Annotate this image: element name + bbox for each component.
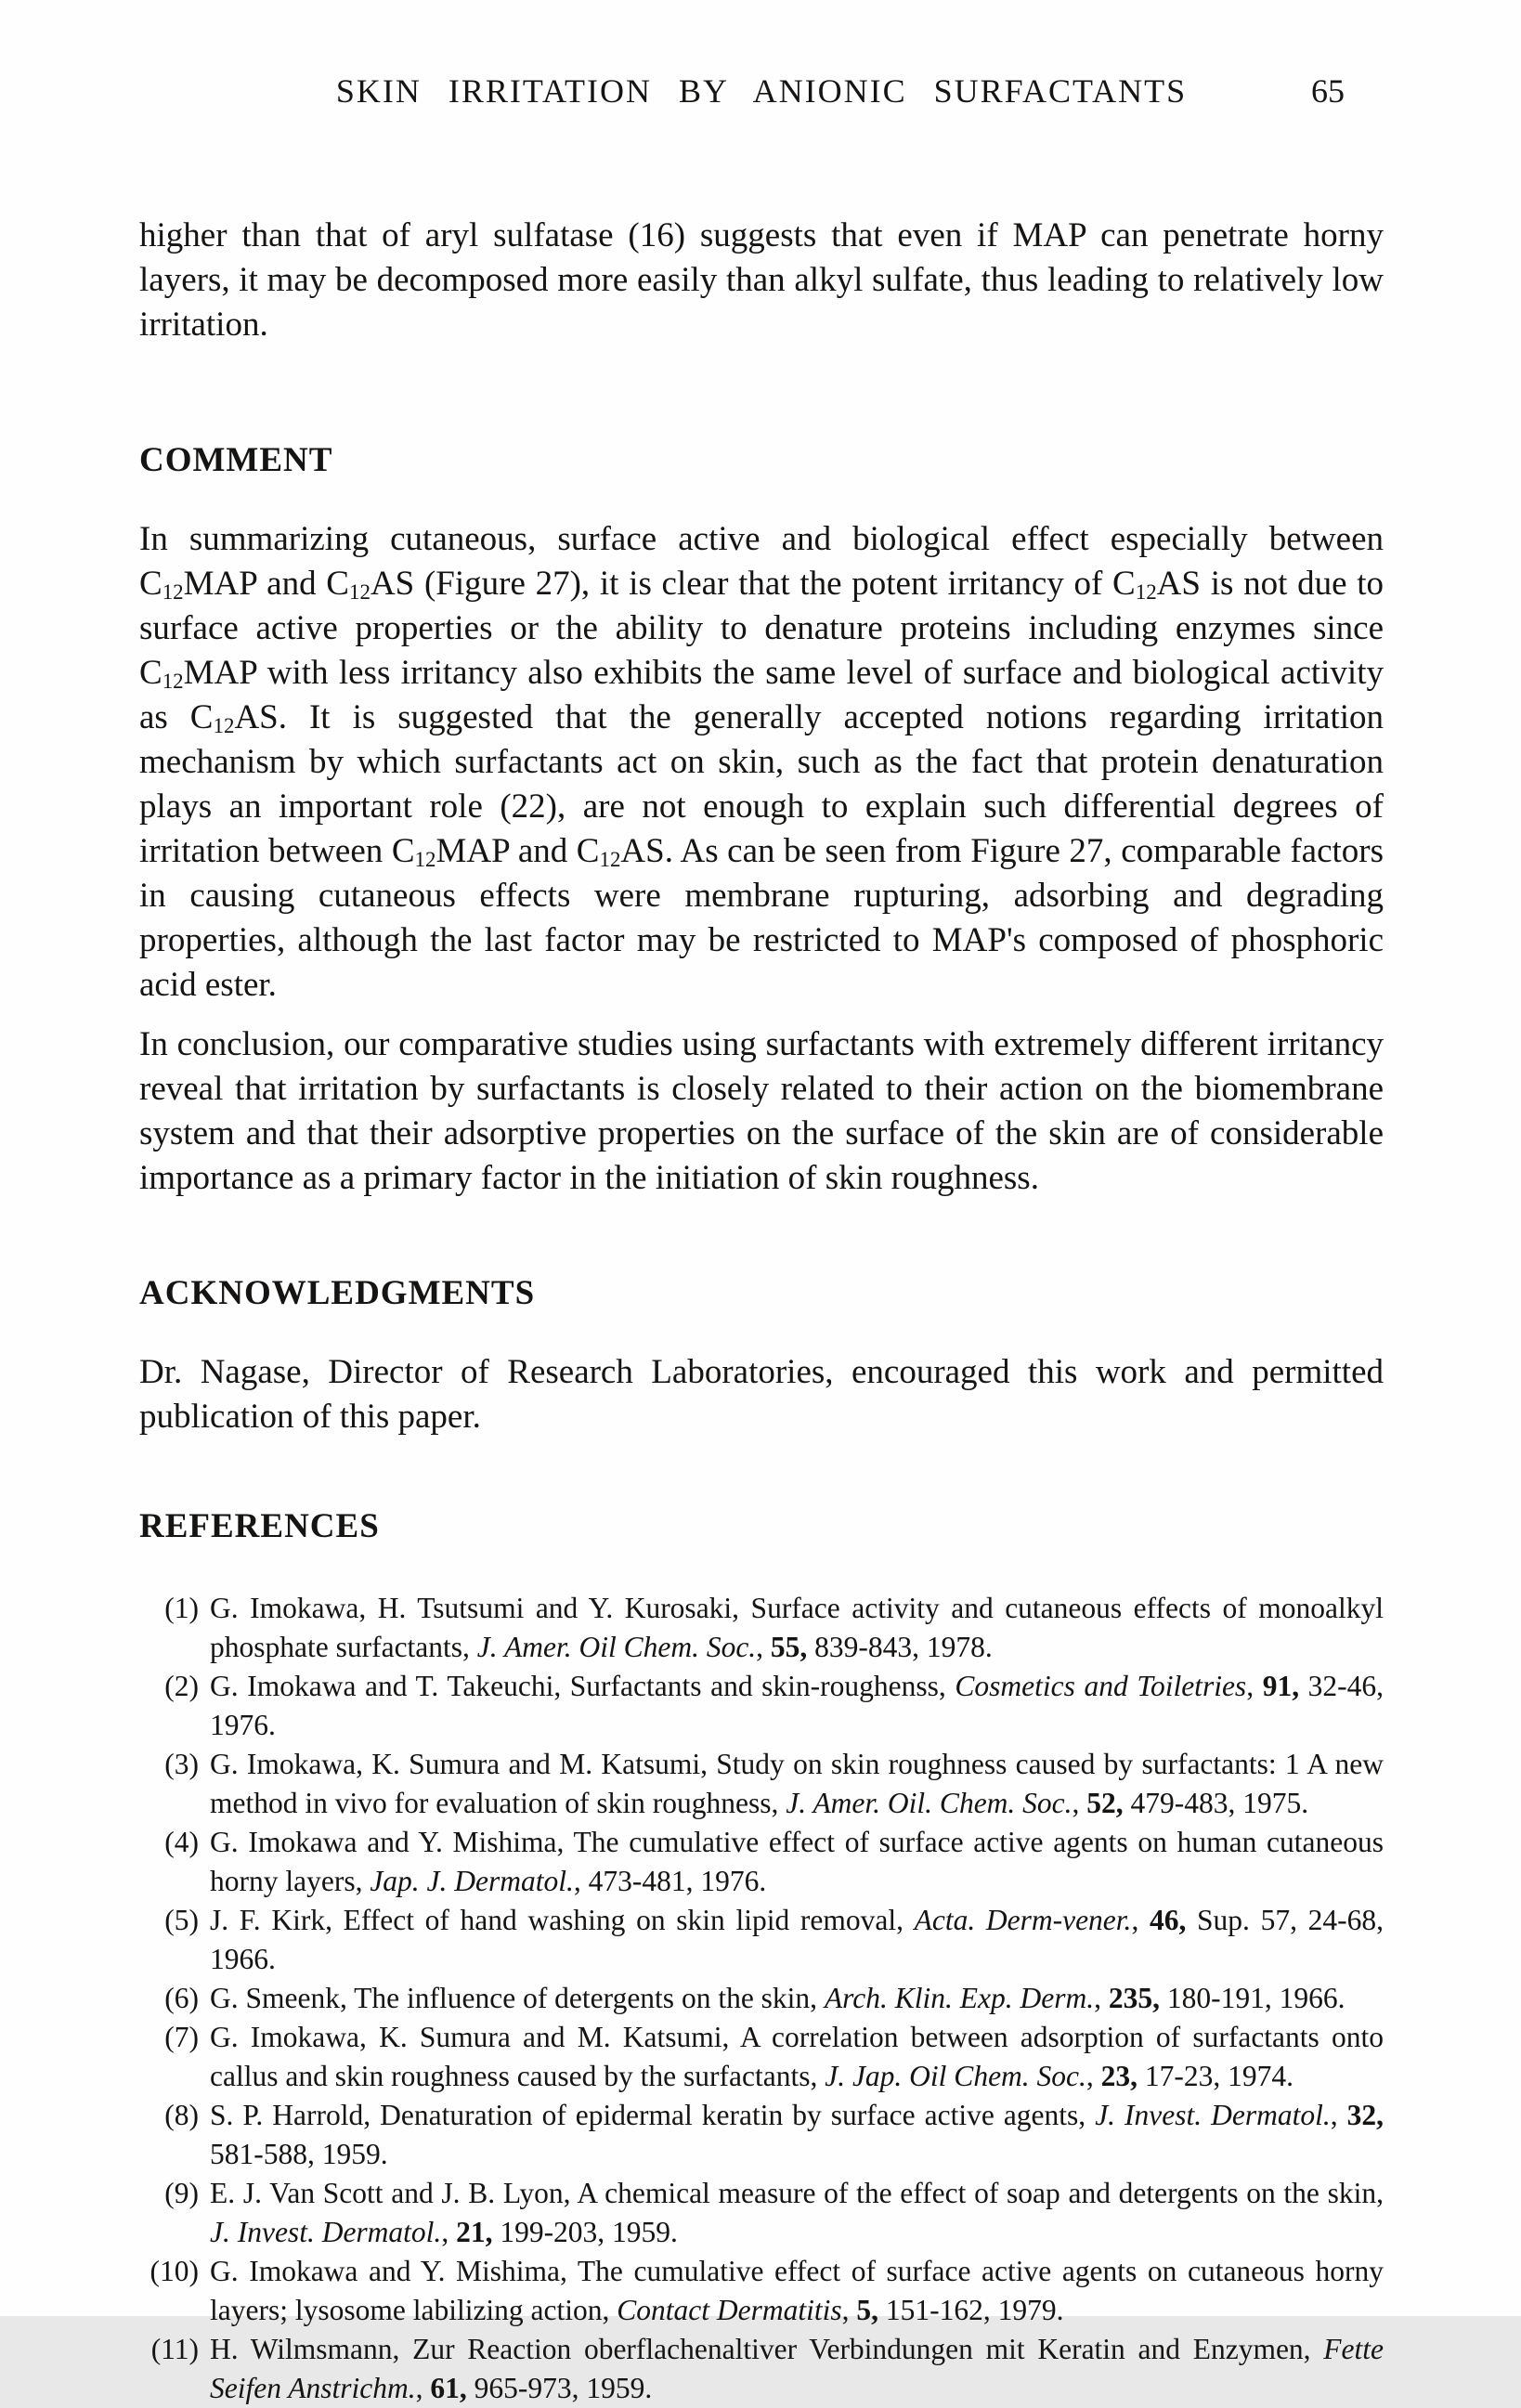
reference-item [139,1979,1384,2018]
reference-text: G. Imokawa, K. Sumura and M. Katsumi, Study on skin roughness caused by surfactants: 1 A new method in vivo for evaluation of skin roughness, J. Amer. Oil. Chem. Soc., 52, 479-483, 1975. [210,1748,1384,1819]
section-acknowledgments [139,1273,1384,1439]
reference-item [139,2096,1384,2174]
reference-text: G. Imokawa and T. Takeuchi, Surfactants and skin-roughenss, Cosmetics and Toiletries, 91, 32-46, 1976. [210,1670,1384,1741]
reference-text: G. Imokawa and Y. Mishima, The cumulative effect of surface active agents on cutaneous horny layers; lysosome labilizing action, Contact Dermatitis, 5, 151-162, 1979. [210,2255,1384,2326]
paragraph-comment-2: In conclusion, our comparative studies using surfactants with extremely different irritancy reveal that irritation by surfactants is closely related to their action on the biomembrane system and that their adsorptive properties on the surface of the skin are of considerable importance as a primary factor in the initiation of skin roughness. [139,1025,1384,1197]
reference-item [139,1901,1384,1979]
reference-number: (5) [164,1904,199,1936]
reference-item [139,2330,1384,2408]
reference-item [139,2252,1384,2330]
reference-number: (2) [164,1670,199,1702]
running-head [139,72,1384,110]
reference-number: (9) [164,2177,199,2209]
reference-number: (6) [164,1982,199,2014]
reference-item [139,2018,1384,2096]
reference-item [139,2174,1384,2252]
section-comment [139,440,1384,1201]
reference-item [139,1589,1384,1667]
reference-text: G. Imokawa and Y. Mishima, The cumulative effect of surface active agents on human cutaneous horny layers, Jap. J. Dermatol., 473-481, 1976. [210,1826,1384,1897]
reference-text: G. Imokawa, H. Tsutsumi and Y. Kurosaki, Surface activity and cutaneous effects of monoalkyl phosphate surfactants, J. Amer. Oil Chem. Soc., 55, 839-843, 1978. [210,1592,1384,1663]
reference-number: (3) [164,1748,199,1780]
reference-item [139,1823,1384,1901]
running-title: SKIN IRRITATION BY ANIONIC SURFACTANTS [335,72,1188,110]
reference-item [139,1745,1384,1823]
paragraph-comment-1: In summarizing cutaneous, surface active and biological effect especially between $C_{12}MAP$ and $C_{12}AS$ (Figure 27), it is clear that the potent irritancy of $C_{12}AS$ is not due to surface active properties or the ability to denature proteins including enzymes since $C_{12}MAP$ with less irritancy also exhibits the same level of surface and biological activity as $C_{12}AS$. It is suggested that the generally accepted notions regarding irritation mechanism by which surfactants act on skin, such as the fact that protein denaturation plays an important role (22), are not enough to explain such differential degrees of irritation between $C_{12}MAP$ and $C_{12}AS$. As can be seen from Figure 27, comparable factors in causing cutaneous effects were membrane rupturing, adsorbing and degrading properties, although the last factor may be restricted to MAP's composed of phosphoric acid ester. [139,520,1384,1004]
paragraph-intro: higher than that of aryl sulfatase (16) suggests that even if MAP can penetrate horny layers, it may be decomposed more easily than alkyl sulfate, thus leading to relatively low irritation. [139,216,1384,344]
reference-text: J. F. Kirk, Effect of hand washing on skin lipid removal, Acta. Derm-vener., 46, Sup. 57, 24-68, 1966. [210,1904,1384,1975]
reference-number: (4) [164,1826,199,1858]
page-number: 65 [1311,72,1345,110]
reference-list [139,1589,1384,2408]
reference-text: H. Wilmsmann, Zur Reaction oberflachenaltiver Verbindungen mit Keratin and Enzymen, Fette Seifen Anstrichm., 61, 965-973, 1959. [210,2333,1384,2404]
reference-number: (11) [150,2333,199,2365]
reference-number: (1) [164,1592,199,1624]
acknowledgments-heading: ACKNOWLEDGMENTS [139,1274,536,1312]
reference-text: E. J. Van Scott and J. B. Lyon, A chemical measure of the effect of soap and detergents on the skin, J. Invest. Dermatol., 21, 199-203, 1959. [210,2177,1384,2248]
reference-number: (10) [150,2255,199,2287]
reference-number: (7) [164,2021,199,2053]
reference-number: (8) [164,2099,199,2131]
references-heading: REFERENCES [139,1507,380,1545]
comment-heading: COMMENT [139,441,333,479]
reference-item [139,1667,1384,1745]
section-references [139,1506,1384,2408]
reference-text: S. P. Harrold, Denaturation of epidermal keratin by surface active agents, J. Invest. Dermatol., 32, 581-588, 1959. [210,2099,1384,2170]
reference-text: G. Imokawa, K. Sumura and M. Katsumi, A correlation between adsorption of surfactants onto callus and skin roughness caused by the surfactants, J. Jap. Oil Chem. Soc., 23, 17-23, 1974. [210,2021,1384,2092]
paragraph-acknowledgments: Dr. Nagase, Director of Research Laboratories, encouraged this work and permitted publication of this paper. [139,1353,1384,1436]
reference-text: G. Smeenk, The influence of detergents on the skin, Arch. Klin. Exp. Derm., 235, 180-191, 1966. [210,1982,1346,2014]
